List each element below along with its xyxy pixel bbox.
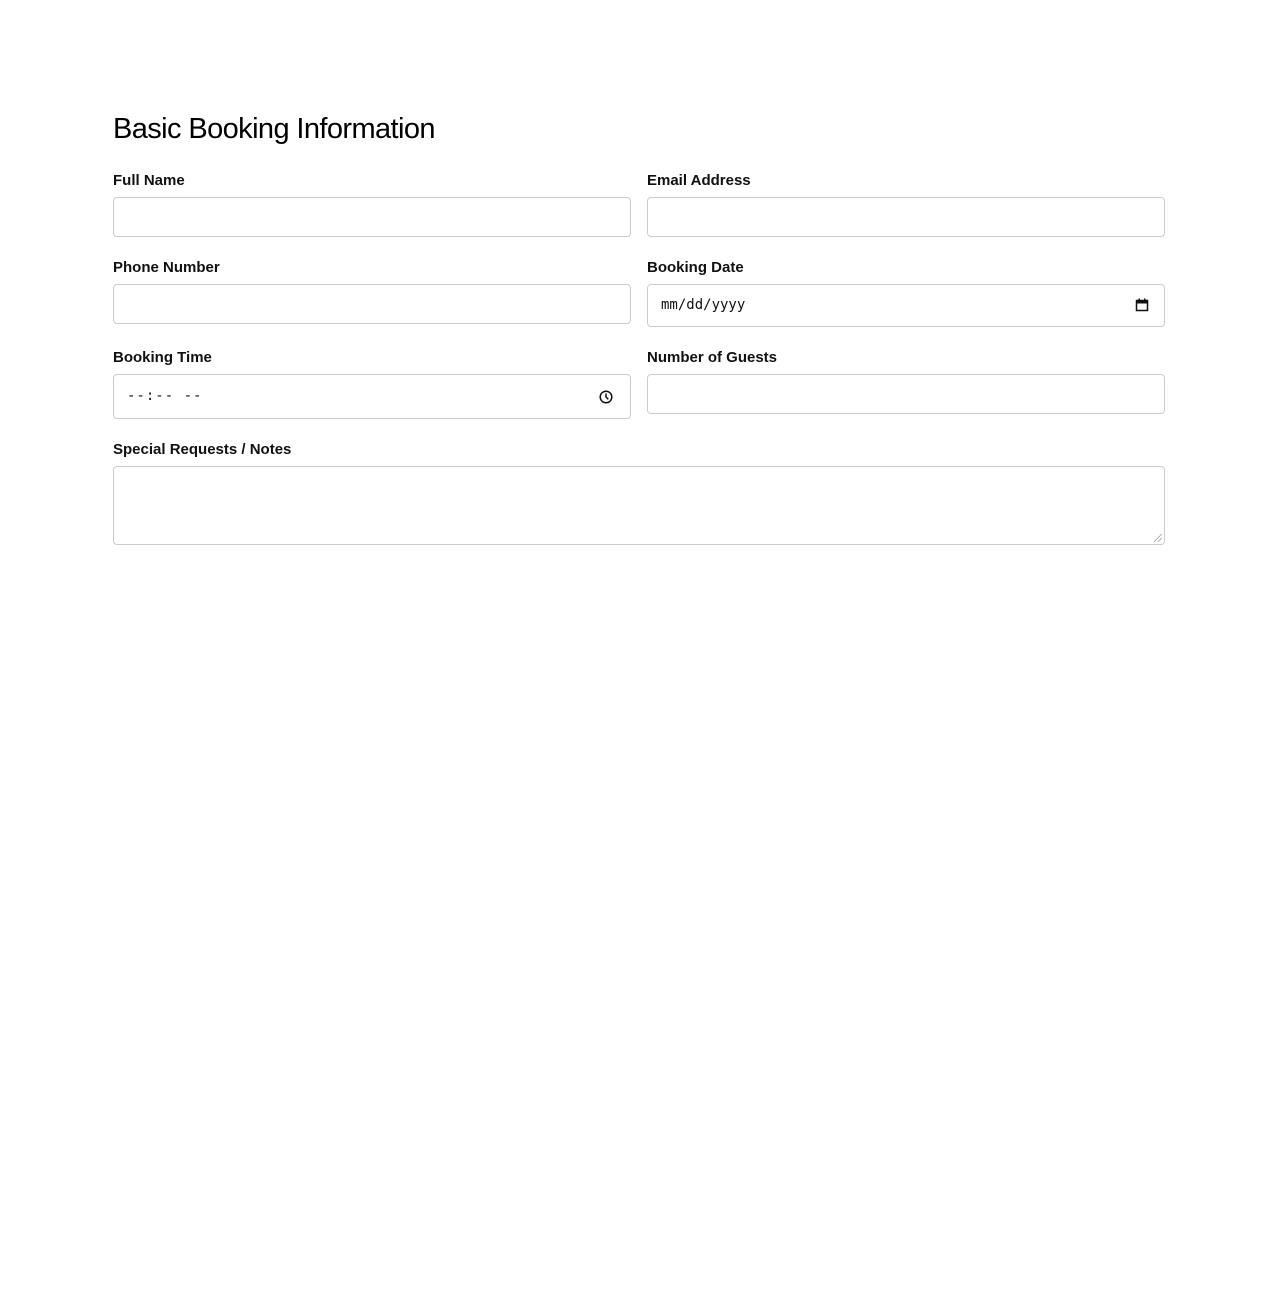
booking-time-label: Booking Time bbox=[113, 349, 212, 366]
notes-label: Special Requests / Notes bbox=[113, 441, 292, 458]
phone-input[interactable] bbox=[113, 284, 631, 324]
calendar-icon[interactable] bbox=[1135, 298, 1149, 312]
time-placeholder: --:-- -- bbox=[127, 388, 203, 404]
clock-icon[interactable] bbox=[599, 390, 613, 404]
guests-input[interactable] bbox=[647, 374, 1165, 414]
booking-time-input[interactable] bbox=[113, 374, 631, 419]
booking-date-input[interactable] bbox=[647, 284, 1165, 327]
page-title: Basic Booking Information bbox=[113, 113, 435, 145]
email-label: Email Address bbox=[647, 172, 751, 189]
date-placeholder: mm/dd/yyyy bbox=[661, 297, 746, 313]
email-input[interactable] bbox=[647, 197, 1165, 237]
full-name-label: Full Name bbox=[113, 172, 185, 189]
booking-date-label: Booking Date bbox=[647, 259, 744, 276]
resize-handle-icon[interactable] bbox=[1154, 534, 1162, 542]
guests-label: Number of Guests bbox=[647, 349, 778, 366]
notes-textarea[interactable] bbox=[113, 466, 1165, 545]
phone-label: Phone Number bbox=[113, 259, 220, 276]
full-name-input[interactable] bbox=[113, 197, 631, 237]
